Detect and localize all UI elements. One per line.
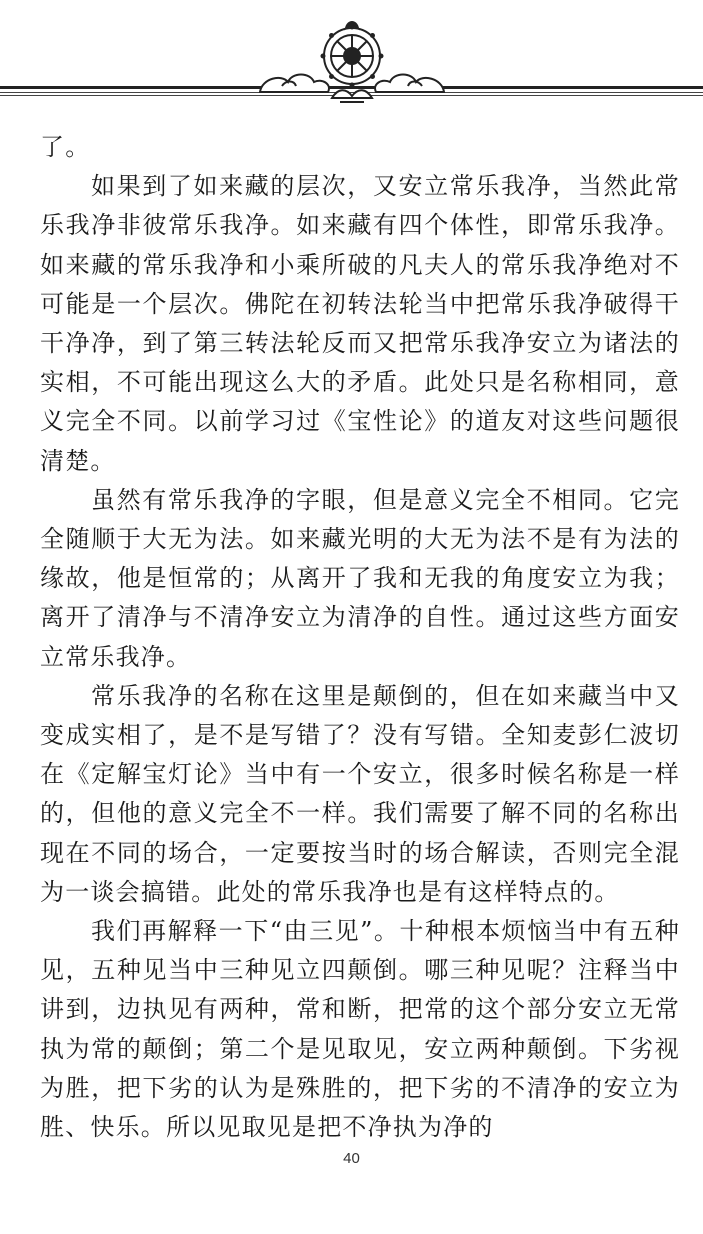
page-header — [0, 0, 703, 120]
dharma-wheel-icon — [252, 16, 452, 106]
paragraph: 了。 — [40, 133, 91, 161]
paragraph: 如果到了如来藏的层次，又安立常乐我净，当然此常乐我净非彼常乐我净。如来藏有四个体性，即常乐我净。如来藏的常乐我净和小乘所破的凡夫人的常乐我净绝对不可能是一个层次。佛陀在初转法轮当中把常乐我净破得干干净净，到了第三转法轮反而又把常乐我净安立为诸法的实相，不可能出现这么大的矛盾。此处只是名称相同，意义完全不同。以前学习过《宝性论》的道友对这些问题很清楚。 — [40, 172, 680, 475]
page-body — [40, 128, 680, 1147]
page-number: 40 — [343, 1150, 360, 1167]
paragraph: 虽然有常乐我净的字眼，但是意义完全不相同。它完全随顺于大无为法。如来藏光明的大无为法不是有为法的缘故，他是恒常的；从离开了我和无我的角度安立为我；离开了清净与不清净安立为清净的自性。通过这些方面安立常乐我净。 — [40, 485, 680, 671]
paragraph: 我们再解释一下“由三见”。十种根本烦恼当中有五种见，五种见当中三种见立四颠倒。哪三种见呢？注释当中讲到，边执见有两种，常和断，把常的这个部分安立无常执为常的颠倒；第二个是见取见，安立两种颠倒。下劣视为胜，把下劣的认为是殊胜的，把下劣的不清净的安立为胜、快乐。所以见取见是把不净执为净的 — [40, 917, 680, 1142]
paragraph: 常乐我净的名称在这里是颠倒的，但在如来藏当中又变成实相了，是不是写错了？没有写错。全知麦彭仁波切在《定解宝灯论》当中有一个安立，很多时候名称是一样的，但他的意义完全不一样。我们需要了解不同的名称出现在不同的场合，一定要按当时的场合解读，否则完全混为一谈会搞错。此处的常乐我净也是有这样特点的。 — [40, 681, 680, 906]
